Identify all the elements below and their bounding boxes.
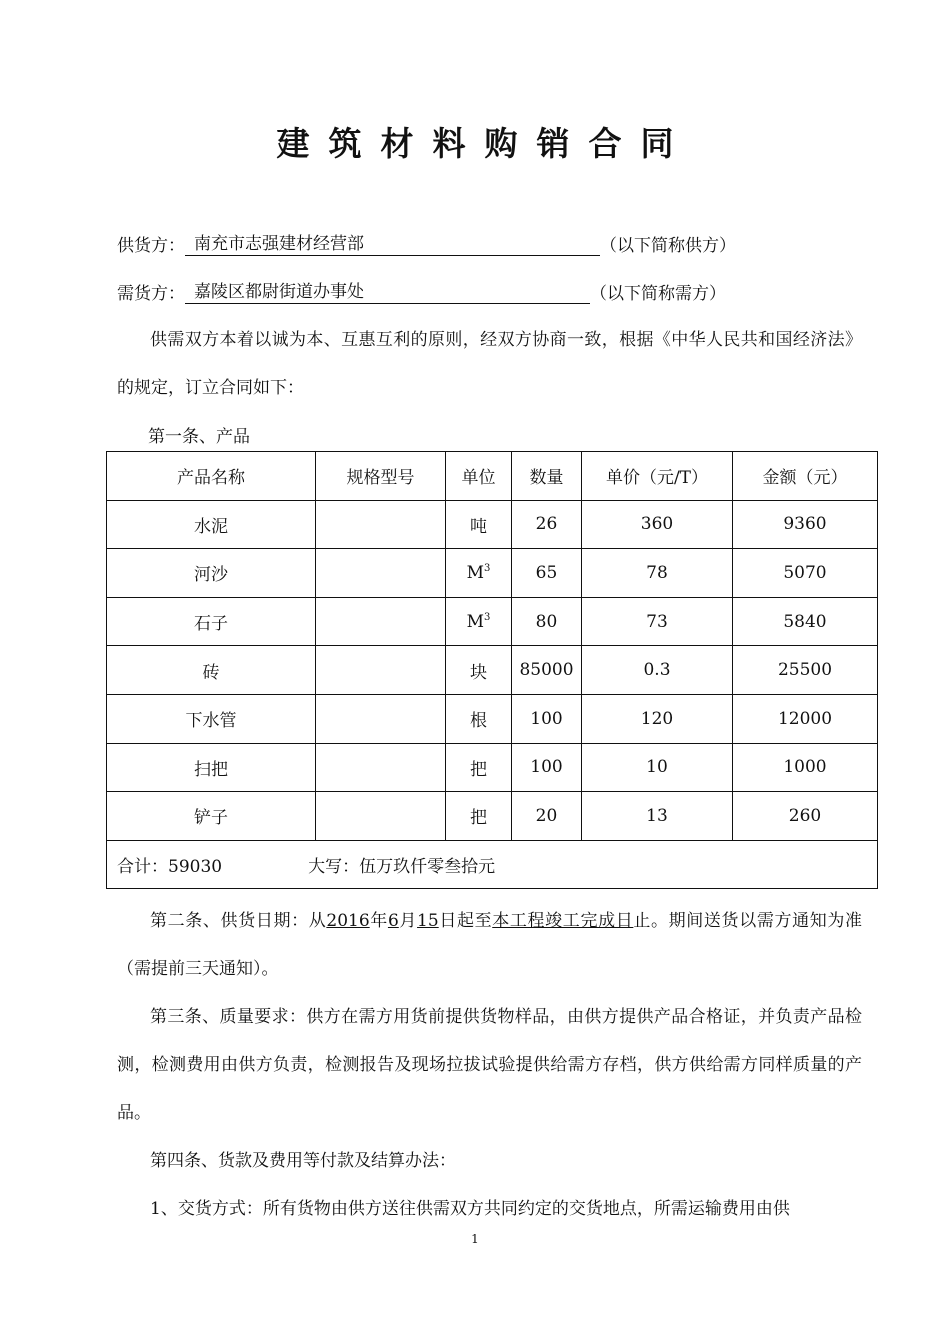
price-cell: 73 [582, 597, 733, 646]
product-name-cell: 铲子 [107, 792, 316, 841]
start-month: 6 [387, 911, 399, 931]
total-label: 合计： [117, 857, 168, 878]
quantity-cell: 20 [512, 792, 582, 841]
header-cell: 数量 [512, 452, 582, 501]
amount-cell: 260 [733, 792, 878, 841]
unit-cell: 把 [446, 743, 512, 792]
table-row [107, 646, 878, 695]
buyer-line [117, 279, 726, 304]
header-cell: 金额（元） [733, 452, 878, 501]
start-day: 15 [417, 911, 439, 931]
table-row [107, 500, 878, 549]
quantity-cell: 26 [512, 500, 582, 549]
table-row [107, 792, 878, 841]
unit-cell: 把 [446, 792, 512, 841]
header-cell: 单价（元/T） [582, 452, 733, 501]
total-cell [107, 840, 878, 889]
capital-value: 伍万玖仟零叁拾元 [359, 857, 496, 878]
product-name-cell: 下水管 [107, 694, 316, 743]
unit-cell: 吨 [446, 500, 512, 549]
unit-cell: $M^3$ [446, 597, 512, 646]
spec-cell [316, 646, 446, 695]
product-name-cell: 水泥 [107, 500, 316, 549]
page-number: 1 [471, 1232, 479, 1246]
table-row [107, 694, 878, 743]
product-name-cell: 河沙 [107, 549, 316, 598]
article3-paragraph: 第三条、质量要求：供方在需方用货前提供货物样品，由供方提供产品合格证，并负责产品检测，检测费用由供方负责，检测报告及现场拉拔试验提供给需方存档，供方供给需方同样质量的产品。 [117, 1007, 862, 1123]
amount-cell: 5840 [733, 597, 878, 646]
table-header-row [107, 452, 878, 501]
quantity-cell: 80 [512, 597, 582, 646]
end-condition: 本工程竣工完成日 [492, 911, 634, 931]
total-value: 59030 [168, 857, 223, 878]
buyer-note: （以下简称需方） [590, 284, 726, 304]
supplier-name: 南充市志强建材经营部 [185, 233, 600, 256]
header-cell: 产品名称 [107, 452, 316, 501]
supplier-line [117, 231, 736, 256]
product-table [106, 451, 878, 889]
supplier-note: （以下简称供方） [600, 236, 736, 256]
spec-cell [316, 549, 446, 598]
price-cell: 13 [582, 792, 733, 841]
supplier-label: 供货方： [117, 236, 185, 256]
article2-paragraph: 第二条、供货日期：从2016年6月15日起至本工程竣工完成日止。期间送货以需方通知为准（需提前三天通知）。 [117, 911, 863, 979]
unit-cell: $M^3$ [446, 549, 512, 598]
amount-cell: 25500 [733, 646, 878, 695]
header-cell: 单位 [446, 452, 512, 501]
spec-cell [316, 743, 446, 792]
buyer-name: 嘉陵区都尉街道办事处 [185, 281, 590, 304]
amount-cell: 1000 [733, 743, 878, 792]
product-name-cell: 扫把 [107, 743, 316, 792]
spec-cell [316, 694, 446, 743]
unit-cell: 根 [446, 694, 512, 743]
amount-cell: 5070 [733, 549, 878, 598]
price-cell: 360 [582, 500, 733, 549]
product-name-cell: 石子 [107, 597, 316, 646]
header-cell: 规格型号 [316, 452, 446, 501]
start-year: 2016 [326, 911, 370, 931]
quantity-cell: 100 [512, 743, 582, 792]
spec-cell [316, 500, 446, 549]
table-row [107, 743, 878, 792]
unit-cell: 块 [446, 646, 512, 695]
spec-cell [316, 792, 446, 841]
article4-title: 第四条、货款及费用等付款及结算办法： [150, 1151, 456, 1171]
quantity-cell: 100 [512, 694, 582, 743]
quantity-cell: 85000 [512, 646, 582, 695]
intro-paragraph: 供需双方本着以诚为本、互惠互利的原则，经双方协商一致，根据《中华人民共和国经济法》的规定，订立合同如下： [117, 330, 862, 398]
price-cell: 78 [582, 549, 733, 598]
table-row [107, 549, 878, 598]
price-cell: 120 [582, 694, 733, 743]
price-cell: 0.3 [582, 646, 733, 695]
capital-label: 大写： [308, 857, 360, 878]
spec-cell [316, 597, 446, 646]
table-total-row [107, 840, 878, 889]
article4-item1: 1、交货方式：所有货物由供方送往供需双方共同约定的交货地点，所需运输费用由供 [150, 1199, 790, 1219]
table-row [107, 597, 878, 646]
product-name-cell: 砖 [107, 646, 316, 695]
amount-cell: 12000 [733, 694, 878, 743]
amount-cell: 9360 [733, 500, 878, 549]
quantity-cell: 65 [512, 549, 582, 598]
document-title: 建筑材料购销合同 [276, 124, 693, 163]
article1-title: 第一条、产品 [148, 427, 250, 447]
price-cell: 10 [582, 743, 733, 792]
buyer-label: 需货方： [117, 284, 185, 304]
